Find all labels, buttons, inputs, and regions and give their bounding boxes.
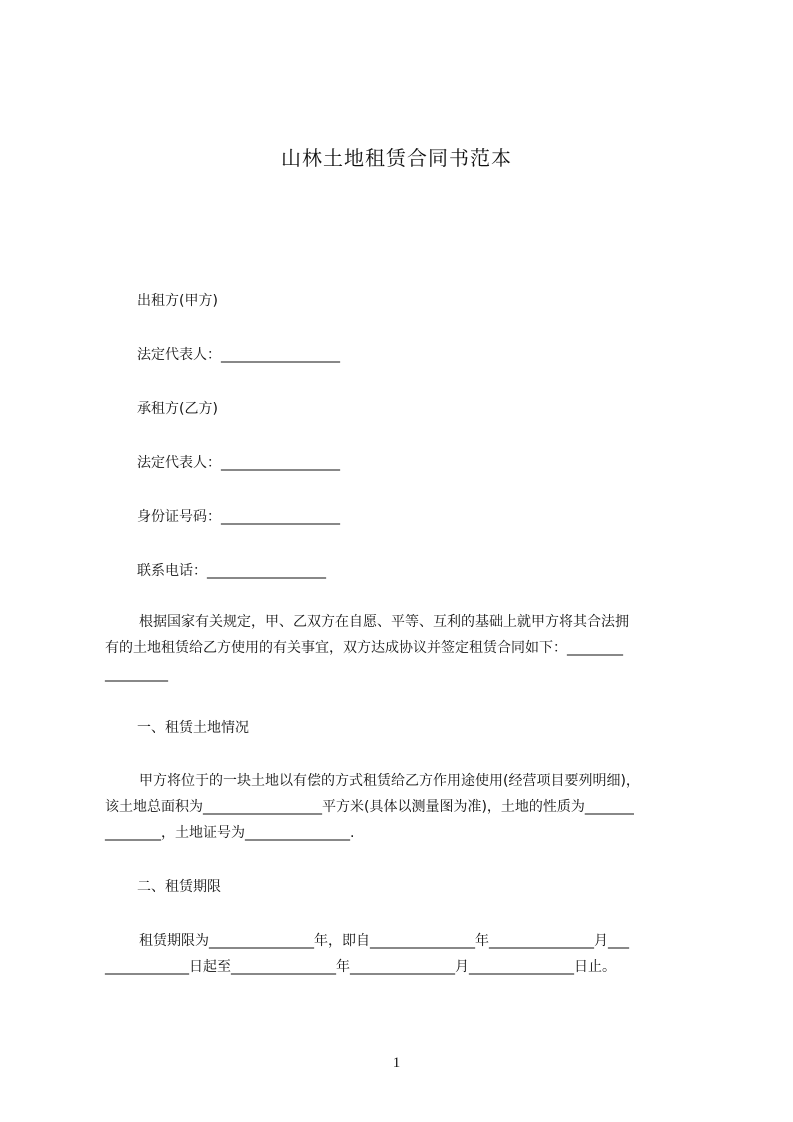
lessee-representative-label: 法定代表人：	[137, 455, 221, 471]
section-1-line-1: 甲方将位于的一块土地以有偿的方式租赁给乙方作用途使用(经营项目要列明细)，	[139, 773, 640, 789]
intro-line-2: 有的土地租赁给乙方使用的有关事宜，双方达成协议并签定租赁合同如下：________	[105, 640, 623, 656]
lessor-representative-label: 法定代表人：	[137, 347, 221, 363]
phone-blank: _________________	[207, 563, 326, 579]
id-number-field	[137, 507, 340, 527]
phone-label: 联系电话：	[137, 563, 207, 579]
document-title: 山林土地租赁合同书范本	[281, 146, 512, 170]
lessor-label: 出租方(甲方)	[137, 293, 218, 309]
section-1-heading: 一、租赁土地情况	[137, 720, 249, 736]
page-number: 1	[392, 1055, 401, 1071]
section-2-paragraph	[105, 928, 705, 980]
id-number-label: 身份证号码：	[137, 509, 221, 525]
phone-field	[137, 561, 326, 581]
lessee-label: 承租方(乙方)	[137, 401, 218, 417]
lessor-representative-blank: _________________	[221, 347, 340, 363]
intro-paragraph	[105, 609, 705, 687]
section-2-heading: 二、租赁期限	[137, 879, 221, 895]
id-number-blank: _________________	[221, 509, 340, 525]
lessee-representative-field	[137, 453, 340, 473]
intro-line-3: _________	[105, 666, 168, 682]
intro-line-1: 根据国家有关规定，甲、乙双方在自愿、平等、互利的基础上就甲方将其合法拥	[139, 614, 629, 630]
lessee-representative-blank: _________________	[221, 455, 340, 471]
section-2-line-2: ____________日起至_______________年_______________月_______________日止。	[105, 959, 616, 975]
section-2-line-1: 租赁期限为_______________年，即自_______________年_______________月___	[139, 933, 629, 949]
section-1-paragraph	[105, 768, 705, 846]
section-1-line-3: ________，土地证号为_______________.	[105, 825, 355, 841]
section-1-line-2: 该土地总面积为_________________平方米(具体以测量图为准)，土地的性质为_______	[105, 799, 634, 815]
lessor-representative-field	[137, 345, 340, 365]
